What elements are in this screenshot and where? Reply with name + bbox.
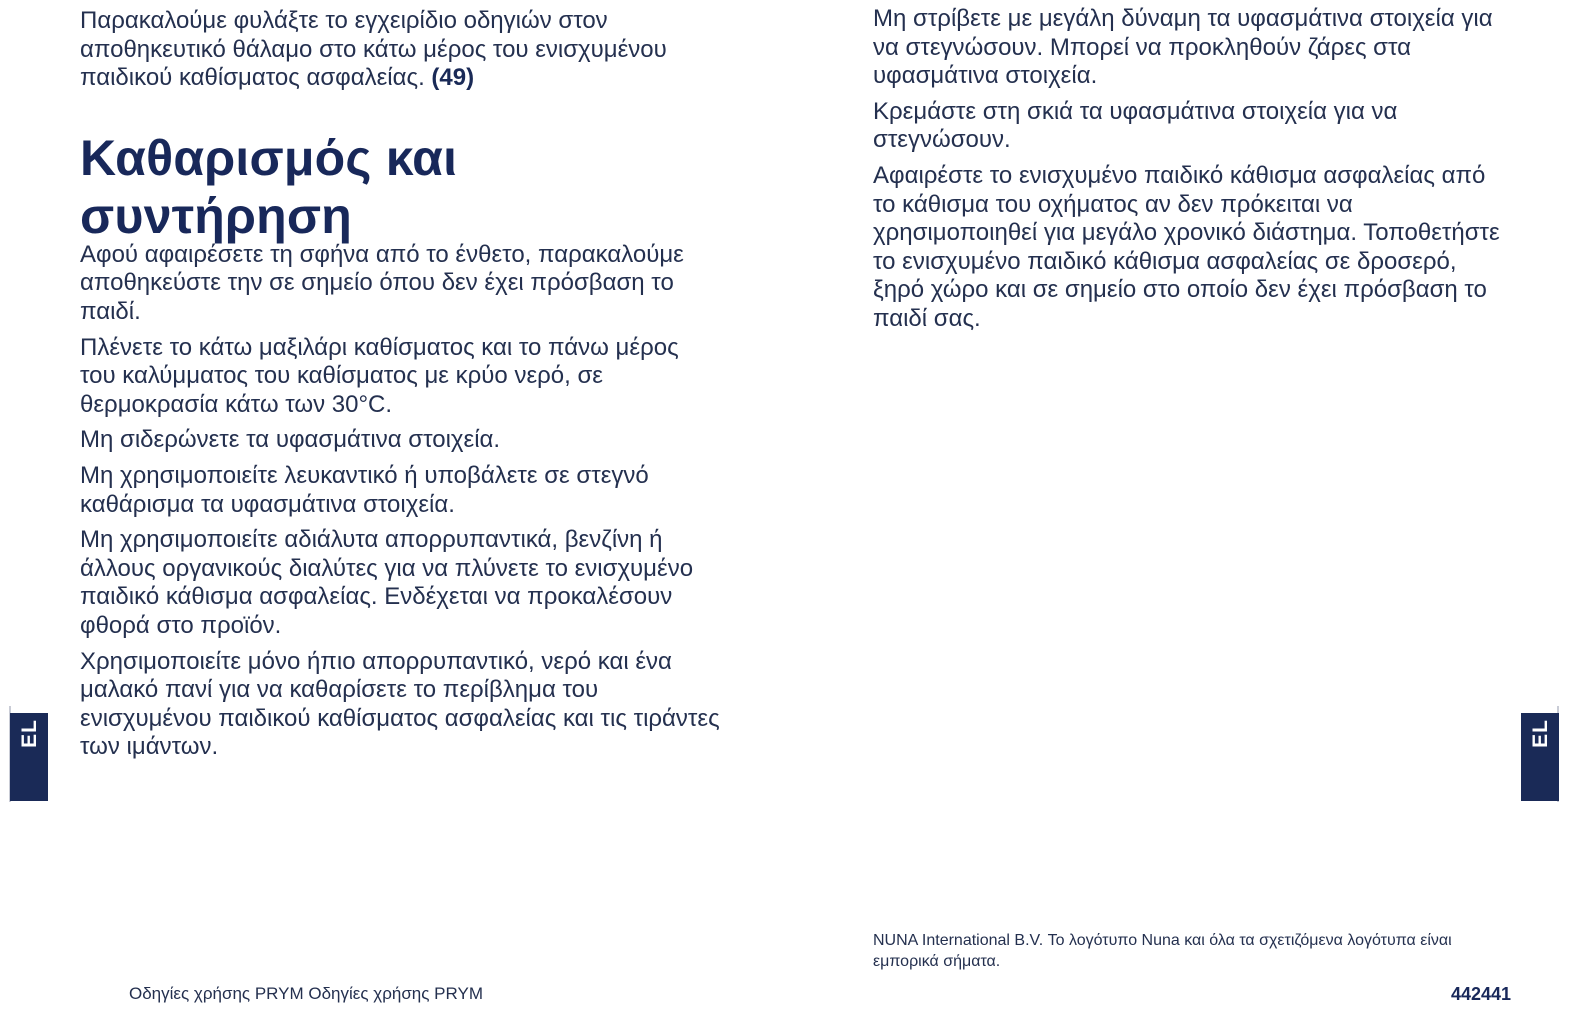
right-column bbox=[873, 0, 1513, 334]
paragraph: Μη χρησιμοποιείτε αδιάλυτα απορρυπαντικά, βενζίνη ή άλλους οργανικούς διαλύτες για να πλύνετε το ενισχυμένο παιδικό κάθισμα ασφαλείας. Ενδέχεται να προκαλέσουν φθορά στο προϊόν. bbox=[80, 526, 694, 639]
paragraph: Χρησιμοποιείτε μόνο ήπιο απορρυπαντικό, νερό και ένα μαλακό πανί για να καθαρίσετε το περίβλημα του ενισχυμένου παιδικού καθίσματος ασφαλείας και τις τιράντες των ιμάντων. bbox=[80, 647, 720, 761]
intro-paragraph bbox=[80, 7, 720, 93]
language-tab-right bbox=[1521, 713, 1559, 801]
paragraph: Αφαιρέστε το ενισχυμένο παιδικό κάθισμα ασφαλείας από το κάθισμα του οχήματος αν δεν πρόκειται να χρησιμοποιηθεί για μεγάλο χρονικό διάστημα. Τοποθετήστε το ενισχυμένο παιδικό κάθισμα ασφαλείας σε δροσερό, ξηρό χώρο και σε σημείο στο οποίο δεν έχει πρόσβαση το παιδί σας. bbox=[873, 161, 1500, 332]
paragraph: Πλένετε το κάτω μαξιλάρι καθίσματος και το πάνω μέρος του καλύμματος του καθίσματος με κρύο νερό, σε θερμοκρασία κάτω των 30°C. bbox=[80, 333, 679, 418]
paragraph: Κρεμάστε στη σκιά τα υφασμάτινα στοιχεία για να στεγνώσουν. bbox=[873, 97, 1398, 154]
paragraph: Μη στρίβετε με μεγάλη δύναμη τα υφασμάτινα στοιχεία για να στεγνώσουν. Μπορεί να προκληθούν ζάρες στα υφασμάτινα στοιχεία. bbox=[873, 5, 1493, 90]
language-code: EL bbox=[1528, 719, 1552, 748]
section-heading: Καθαρισμός και συντήρηση bbox=[80, 129, 458, 244]
figure-reference: (49) bbox=[431, 64, 475, 92]
left-column bbox=[80, 0, 720, 762]
trademark-note: NUNA International B.V. Το λογότυπο Nuna και όλα τα σχετιζόμενα λογότυπα είναι εμπορικά σήματα. bbox=[873, 932, 1452, 970]
paragraph: Αφού αφαιρέσετε τη σφήνα από το ένθετο, παρακαλούμε αποθηκεύστε την σε σημείο όπου δεν έχει πρόσβαση το παιδί. bbox=[80, 240, 684, 325]
intro-text: Παρακαλούμε φυλάξτε το εγχειρίδιο οδηγιών στον αποθηκευτικό θάλαμο στο κάτω μέρος του ενισχυμένου παιδικού καθίσματος ασφαλείας. bbox=[80, 7, 667, 92]
page-code: 442441 bbox=[1451, 984, 1512, 1004]
footer-document-title: Οδηγίες χρήσης PRYM Οδηγίες χρήσης PRYM bbox=[129, 984, 483, 1003]
language-code: EL bbox=[17, 719, 41, 748]
paragraph: Μη σιδερώνετε τα υφασμάτινα στοιχεία. bbox=[80, 426, 501, 454]
language-tab-left bbox=[10, 713, 48, 801]
paragraph: Μη χρησιμοποιείτε λευκαντικό ή υποβάλετε σε στεγνό καθάρισμα τα υφασμάτινα στοιχεία. bbox=[80, 461, 649, 518]
